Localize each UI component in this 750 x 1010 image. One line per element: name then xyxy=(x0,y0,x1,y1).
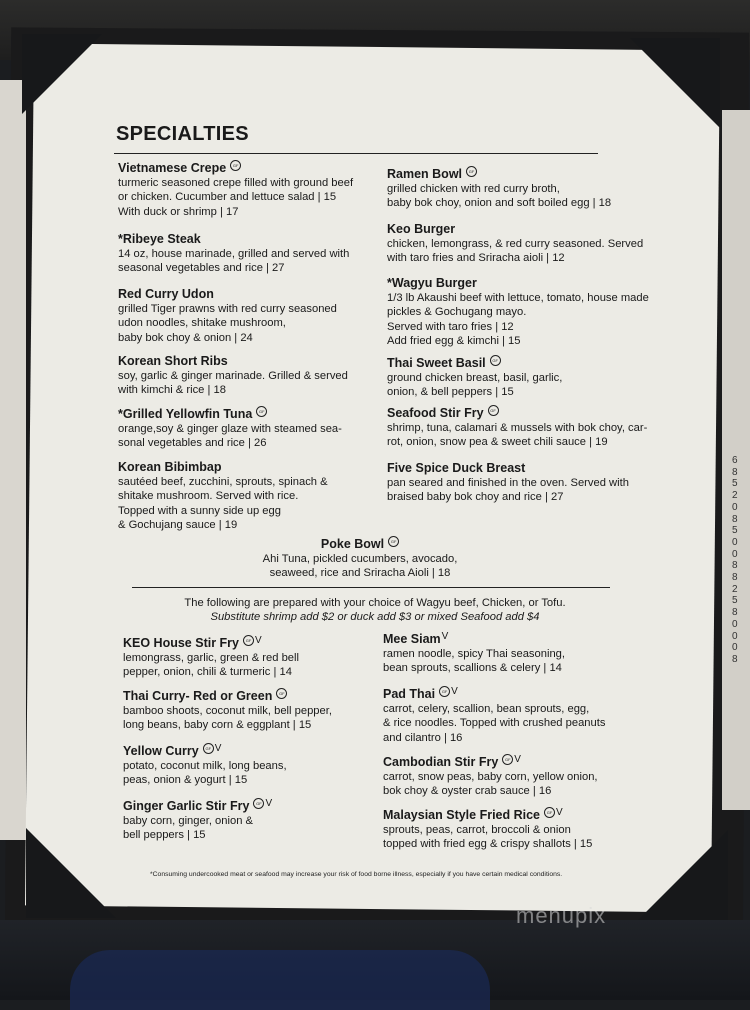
menu-item xyxy=(123,742,287,788)
menu-item-description: ground chicken breast, basil, garlic, onion, & bell peppers | 15 xyxy=(387,372,563,399)
menu-item-name: Korean Bibimbap xyxy=(118,460,222,474)
menu-item xyxy=(383,806,592,852)
menu-item-name: Thai Sweet Basil xyxy=(387,356,486,370)
menu-item-name: *Grilled Yellowfin Tuna xyxy=(118,407,253,421)
menu-item xyxy=(118,232,349,276)
footnote: *Consuming undercooked meat or seafood may increase your risk of food borne illness, especially if you have certain medical conditions. xyxy=(150,871,563,878)
vegetarian-icon: V xyxy=(441,631,449,642)
menu-item-name: Seafood Stir Fry xyxy=(387,406,484,420)
gluten-free-icon: GF xyxy=(276,688,287,699)
menu-item-description: lemongrass, garlic, green & red bell pepper, onion, chili & turmeric | 14 xyxy=(123,652,299,679)
section-title: SPECIALTIES xyxy=(116,123,249,145)
gluten-free-icon: GF xyxy=(466,166,477,177)
menu-item-description: carrot, snow peas, baby corn, yellow onion, bok choy & oyster crab sauce | 16 xyxy=(383,771,598,798)
menu-item-description: chicken, lemongrass, & red curry seasoned. Served with taro fries and Sriracha aioli | 12 xyxy=(387,238,644,265)
menu-item xyxy=(383,753,598,799)
gluten-free-icon: GF xyxy=(490,355,501,366)
menu-item-description: soy, garlic & ginger marinade. Grilled & served with kimchi & rice | 18 xyxy=(118,370,348,397)
menu-item-description: pan seared and finished in the oven. Served with braised baby bok choy and rice | 27 xyxy=(387,477,629,504)
gluten-free-icon: GF xyxy=(439,686,450,697)
gluten-free-icon: GF xyxy=(388,536,399,547)
menu-item-name: Korean Short Ribs xyxy=(118,354,228,368)
menu-item-description: baby corn, ginger, onion & bell peppers | 15 xyxy=(123,815,253,842)
substitute-line: Substitute shrimp add $2 or duck add $3 or mixed Seafood add $4 xyxy=(210,611,540,624)
menu-item-description: 14 oz, house marinade, grilled and served with seasonal vegetables and rice | 27 xyxy=(118,248,350,275)
menu-item xyxy=(123,634,299,680)
menu-item-name: Vietnamese Crepe xyxy=(118,161,227,175)
watermark-logo: menupix xyxy=(516,903,607,928)
gluten-free-icon: GF xyxy=(544,807,555,818)
menu-item xyxy=(387,222,643,266)
vegetarian-icon: V xyxy=(514,754,521,765)
poke-bowl-desc-line-1: Ahi Tuna, pickled cucumbers, avocado, xyxy=(262,553,458,566)
menu-item-name: Five Spice Duck Breast xyxy=(387,461,526,475)
menu-item-name: Red Curry Udon xyxy=(118,287,214,301)
menu-item-name: Malaysian Style Fried Rice xyxy=(383,808,541,822)
menu-item-name: KEO House Stir Fry xyxy=(123,636,239,650)
menu-item-description: turmeric seasoned crepe filled with ground beef or chicken. Cucumber and lettuce salad | 15 With duck or shrimp | 17 xyxy=(118,177,354,218)
menu-item-name: *Wagyu Burger xyxy=(387,276,477,290)
menu-item-description: bamboo shoots, coconut milk, bell pepper, long beans, baby corn & eggplant | 15 xyxy=(123,705,332,732)
menu-item xyxy=(387,461,629,505)
menu-item xyxy=(383,630,565,676)
gluten-free-icon: GF xyxy=(256,406,267,417)
menu-item-name: Cambodian Stir Fry xyxy=(383,755,499,769)
vegetarian-icon: V xyxy=(451,686,458,697)
menu-item-name: Pad Thai xyxy=(383,687,436,701)
choice-note xyxy=(120,596,630,624)
menu-item xyxy=(118,406,342,451)
poke-bowl-desc-line-2: seaweed, rice and Sriracha Aioli | 18 xyxy=(269,567,451,580)
menu-item xyxy=(383,685,605,745)
vegetarian-icon: V xyxy=(556,807,563,818)
menu-item-description: orange,soy & ginger glaze with steamed sea- sonal vegetables and rice | 26 xyxy=(118,423,342,450)
gluten-free-icon: GF xyxy=(203,743,214,754)
menu-item xyxy=(123,688,332,733)
menu-item-description: shrimp, tuna, calamari & mussels with bok choy, car- rot, onion, snow pea & sweet chili sauce | 19 xyxy=(387,422,648,449)
menu-item-description: sprouts, peas, carrot, broccoli & onion topped with fried egg & crispy shallots | 15 xyxy=(383,824,593,851)
gluten-free-icon: GF xyxy=(488,405,499,416)
menu-item xyxy=(118,160,353,219)
menu-item xyxy=(387,405,647,450)
menu-item-description: ramen noodle, spicy Thai seasoning, bean sprouts, scallions & celery | 14 xyxy=(383,648,566,675)
menu-item xyxy=(123,797,272,843)
menu-item-description: grilled chicken with red curry broth, baby bok choy, onion and soft boiled egg | 18 xyxy=(387,183,612,210)
choice-line: The following are prepared with your choice of Wagyu beef, Chicken, or Tofu. xyxy=(184,597,566,609)
gluten-free-icon: GF xyxy=(502,754,513,765)
menu-item-description: potato, coconut milk, long beans, peas, onion & yogurt | 15 xyxy=(123,760,287,787)
menu-item-name: Ginger Garlic Stir Fry xyxy=(123,799,250,813)
menu-item xyxy=(118,354,348,398)
menu-item xyxy=(118,287,337,345)
menu-item xyxy=(387,355,562,400)
menu-item-name: Thai Curry- Red or Green xyxy=(123,689,273,703)
vegetarian-icon: V xyxy=(255,635,262,646)
poke-bowl-name: Poke Bowl xyxy=(320,537,385,551)
adjacent-page-prices: 6 8 5 2 0 8 5 0 0 8 8 2 5 8 0 0 0 8 xyxy=(732,455,738,665)
gluten-free-icon: GF xyxy=(243,635,254,646)
gluten-free-icon: GF xyxy=(253,798,264,809)
menu-item xyxy=(118,460,328,532)
vegetarian-icon: V xyxy=(214,743,222,754)
menu-item-description: grilled Tiger prawns with red curry seasoned udon noodles, shitake mushroom, baby bok choy & onion | 24 xyxy=(118,303,337,344)
menu-item-name: Keo Burger xyxy=(387,222,456,236)
menu-item-description: carrot, celery, scallion, bean sprouts, egg, & rice noodles. Topped with crushed peanuts and cilantro | 16 xyxy=(383,703,606,744)
menu-item xyxy=(387,276,649,348)
gluten-free-icon: GF xyxy=(230,160,241,171)
divider-rule xyxy=(132,587,610,588)
menu-item-name: Ramen Bowl xyxy=(387,167,463,181)
menu-item-name: *Ribeye Steak xyxy=(118,232,201,246)
title-rule xyxy=(114,153,598,154)
menu-item-description: sautéed beef, zucchini, sprouts, spinach & shitake mushroom. Served with rice. Topped with a sunny side up egg & Gochujang sauce | 19 xyxy=(118,476,328,531)
vegetarian-icon: V xyxy=(265,798,273,809)
menu-item-description: 1/3 lb Akaushi beef with lettuce, tomato, house made pickles & Gochugang mayo. Served with taro fries | 12 Add fried egg & kimchi | 15 xyxy=(387,292,649,347)
menu-item-name: Yellow Curry xyxy=(123,744,199,758)
poke-bowl-item xyxy=(160,536,560,581)
menu-item xyxy=(387,166,611,211)
menu-item-name: Mee Siam xyxy=(383,632,441,646)
